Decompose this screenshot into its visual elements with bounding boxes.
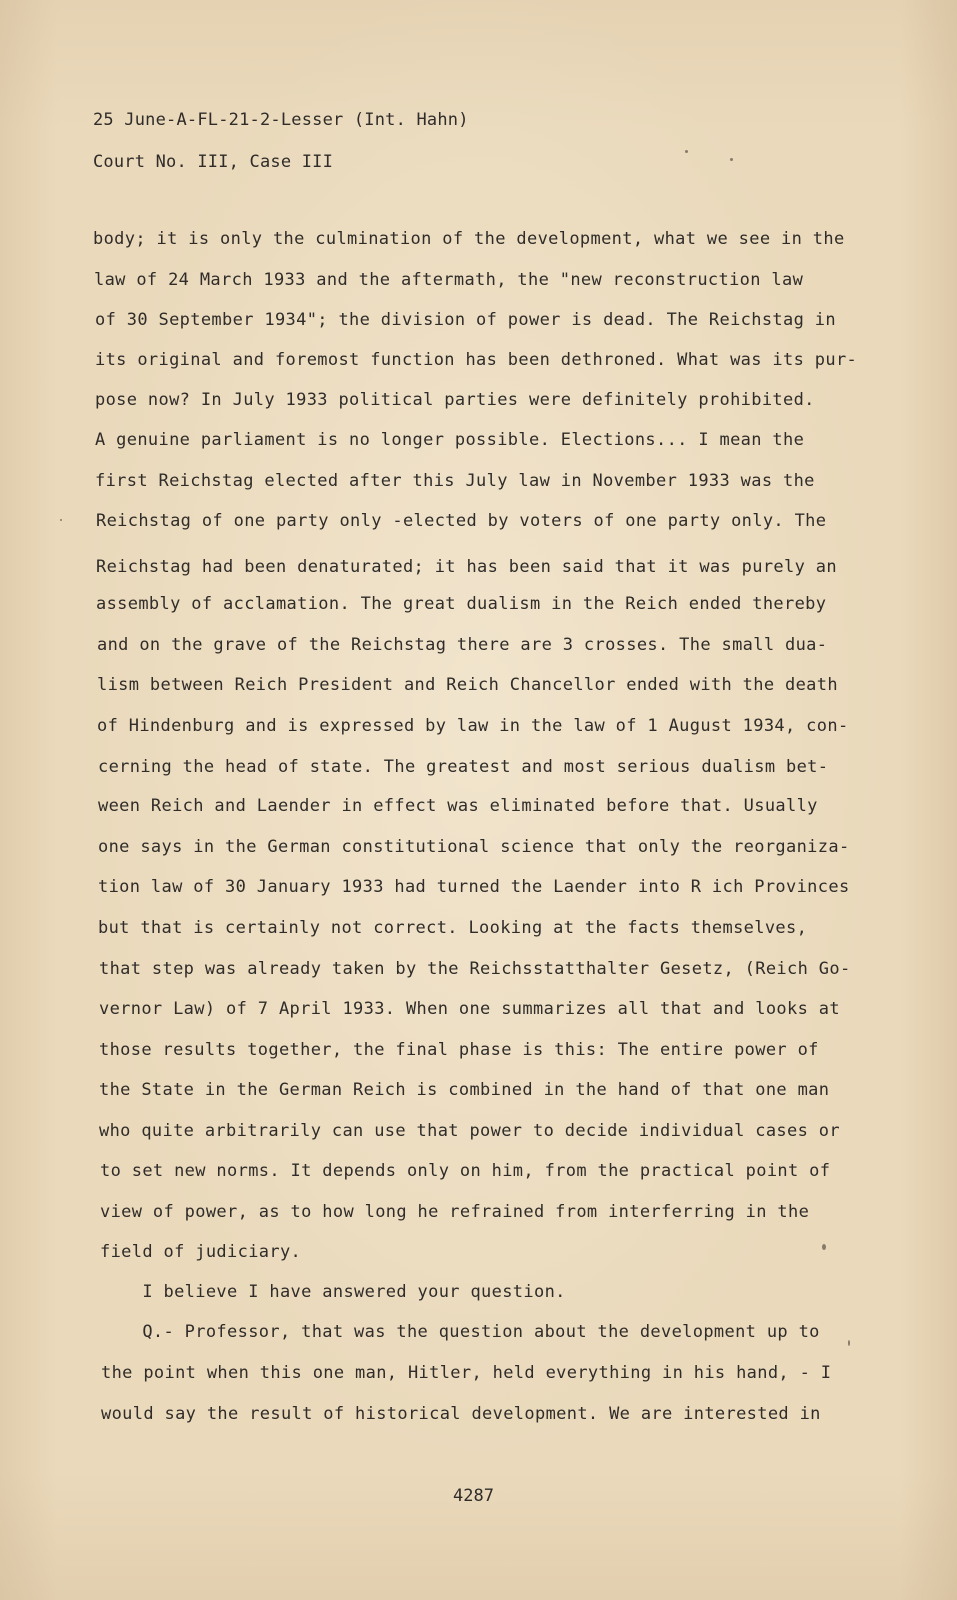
paper-speck [848, 1340, 850, 1346]
text-line: tion law of 30 January 1933 had turned the Laender into R ich Provinces [98, 877, 850, 897]
page-number: 4287 [453, 1486, 494, 1506]
text-line: its original and foremost function has been dethroned. What was its pur- [95, 350, 858, 370]
court-case-line: Court No. III, Case III [93, 152, 334, 172]
text-line: and on the grave of the Reichstag there are 3 crosses. The small dua- [97, 635, 828, 655]
document-reference: 25 June-A-FL-21-2-Lesser (Int. Hahn) [93, 110, 469, 130]
paper-speck [60, 519, 62, 521]
text-line: of 30 September 1934"; the division of power is dead. The Reichstag in [95, 310, 836, 330]
text-line: field of judiciary. [100, 1242, 302, 1262]
text-line: assembly of acclamation. The great dualism in the Reich ended thereby [96, 594, 827, 614]
text-line: view of power, as to how long he refrained from interferring in the [100, 1202, 810, 1222]
text-line: the point when this one man, Hitler, held everything in his hand, - I [101, 1363, 832, 1383]
text-line: to set new norms. It depends only on him, from the practical point of [100, 1161, 831, 1181]
text-line: Reichstag of one party only -elected by voters of one party only. The [96, 511, 827, 531]
text-line: that step was already taken by the Reichsstatthalter Gesetz, (Reich Go- [99, 959, 851, 979]
text-line: one says in the German constitutional science that only the reorganiza- [98, 837, 850, 857]
text-line: Q.- Professor, that was the question about the development up to [100, 1322, 820, 1342]
text-line: body; it is only the culmination of the development, what we see in the [93, 229, 845, 249]
text-line: A genuine parliament is no longer possible. Elections... I mean the [95, 430, 805, 450]
paper-speck [822, 1244, 826, 1250]
text-line: ween Reich and Laender in effect was eliminated before that. Usually [98, 796, 818, 816]
paper-speck [730, 158, 733, 161]
text-line: would say the result of historical development. We are interested in [101, 1404, 821, 1424]
text-line: vernor Law) of 7 April 1933. When one summarizes all that and looks at [99, 999, 840, 1019]
text-line: cerning the head of state. The greatest and most serious dualism bet- [98, 757, 829, 777]
text-line: the State in the German Reich is combined in the hand of that one man [99, 1080, 830, 1100]
text-line: I believe I have answered your question. [100, 1282, 566, 1302]
text-line: lism between Reich President and Reich Chancellor ended with the death [97, 675, 838, 695]
text-line: but that is certainly not correct. Looking at the facts themselves, [98, 918, 808, 938]
text-line: who quite arbitrarily can use that power to decide individual cases or [99, 1121, 840, 1141]
text-line: pose now? In July 1933 political parties were definitely prohibited. [95, 390, 815, 410]
text-line: of Hindenburg and is expressed by law in the law of 1 August 1934, con- [97, 716, 849, 736]
text-line: Reichstag had been denaturated; it has been said that it was purely an [96, 557, 837, 577]
paper-speck [685, 150, 688, 153]
text-line: those results together, the final phase is this: The entire power of [99, 1040, 819, 1060]
text-line: first Reichstag elected after this July law in November 1933 was the [95, 471, 815, 491]
text-line: law of 24 March 1933 and the aftermath, the "new reconstruction law [94, 270, 804, 290]
